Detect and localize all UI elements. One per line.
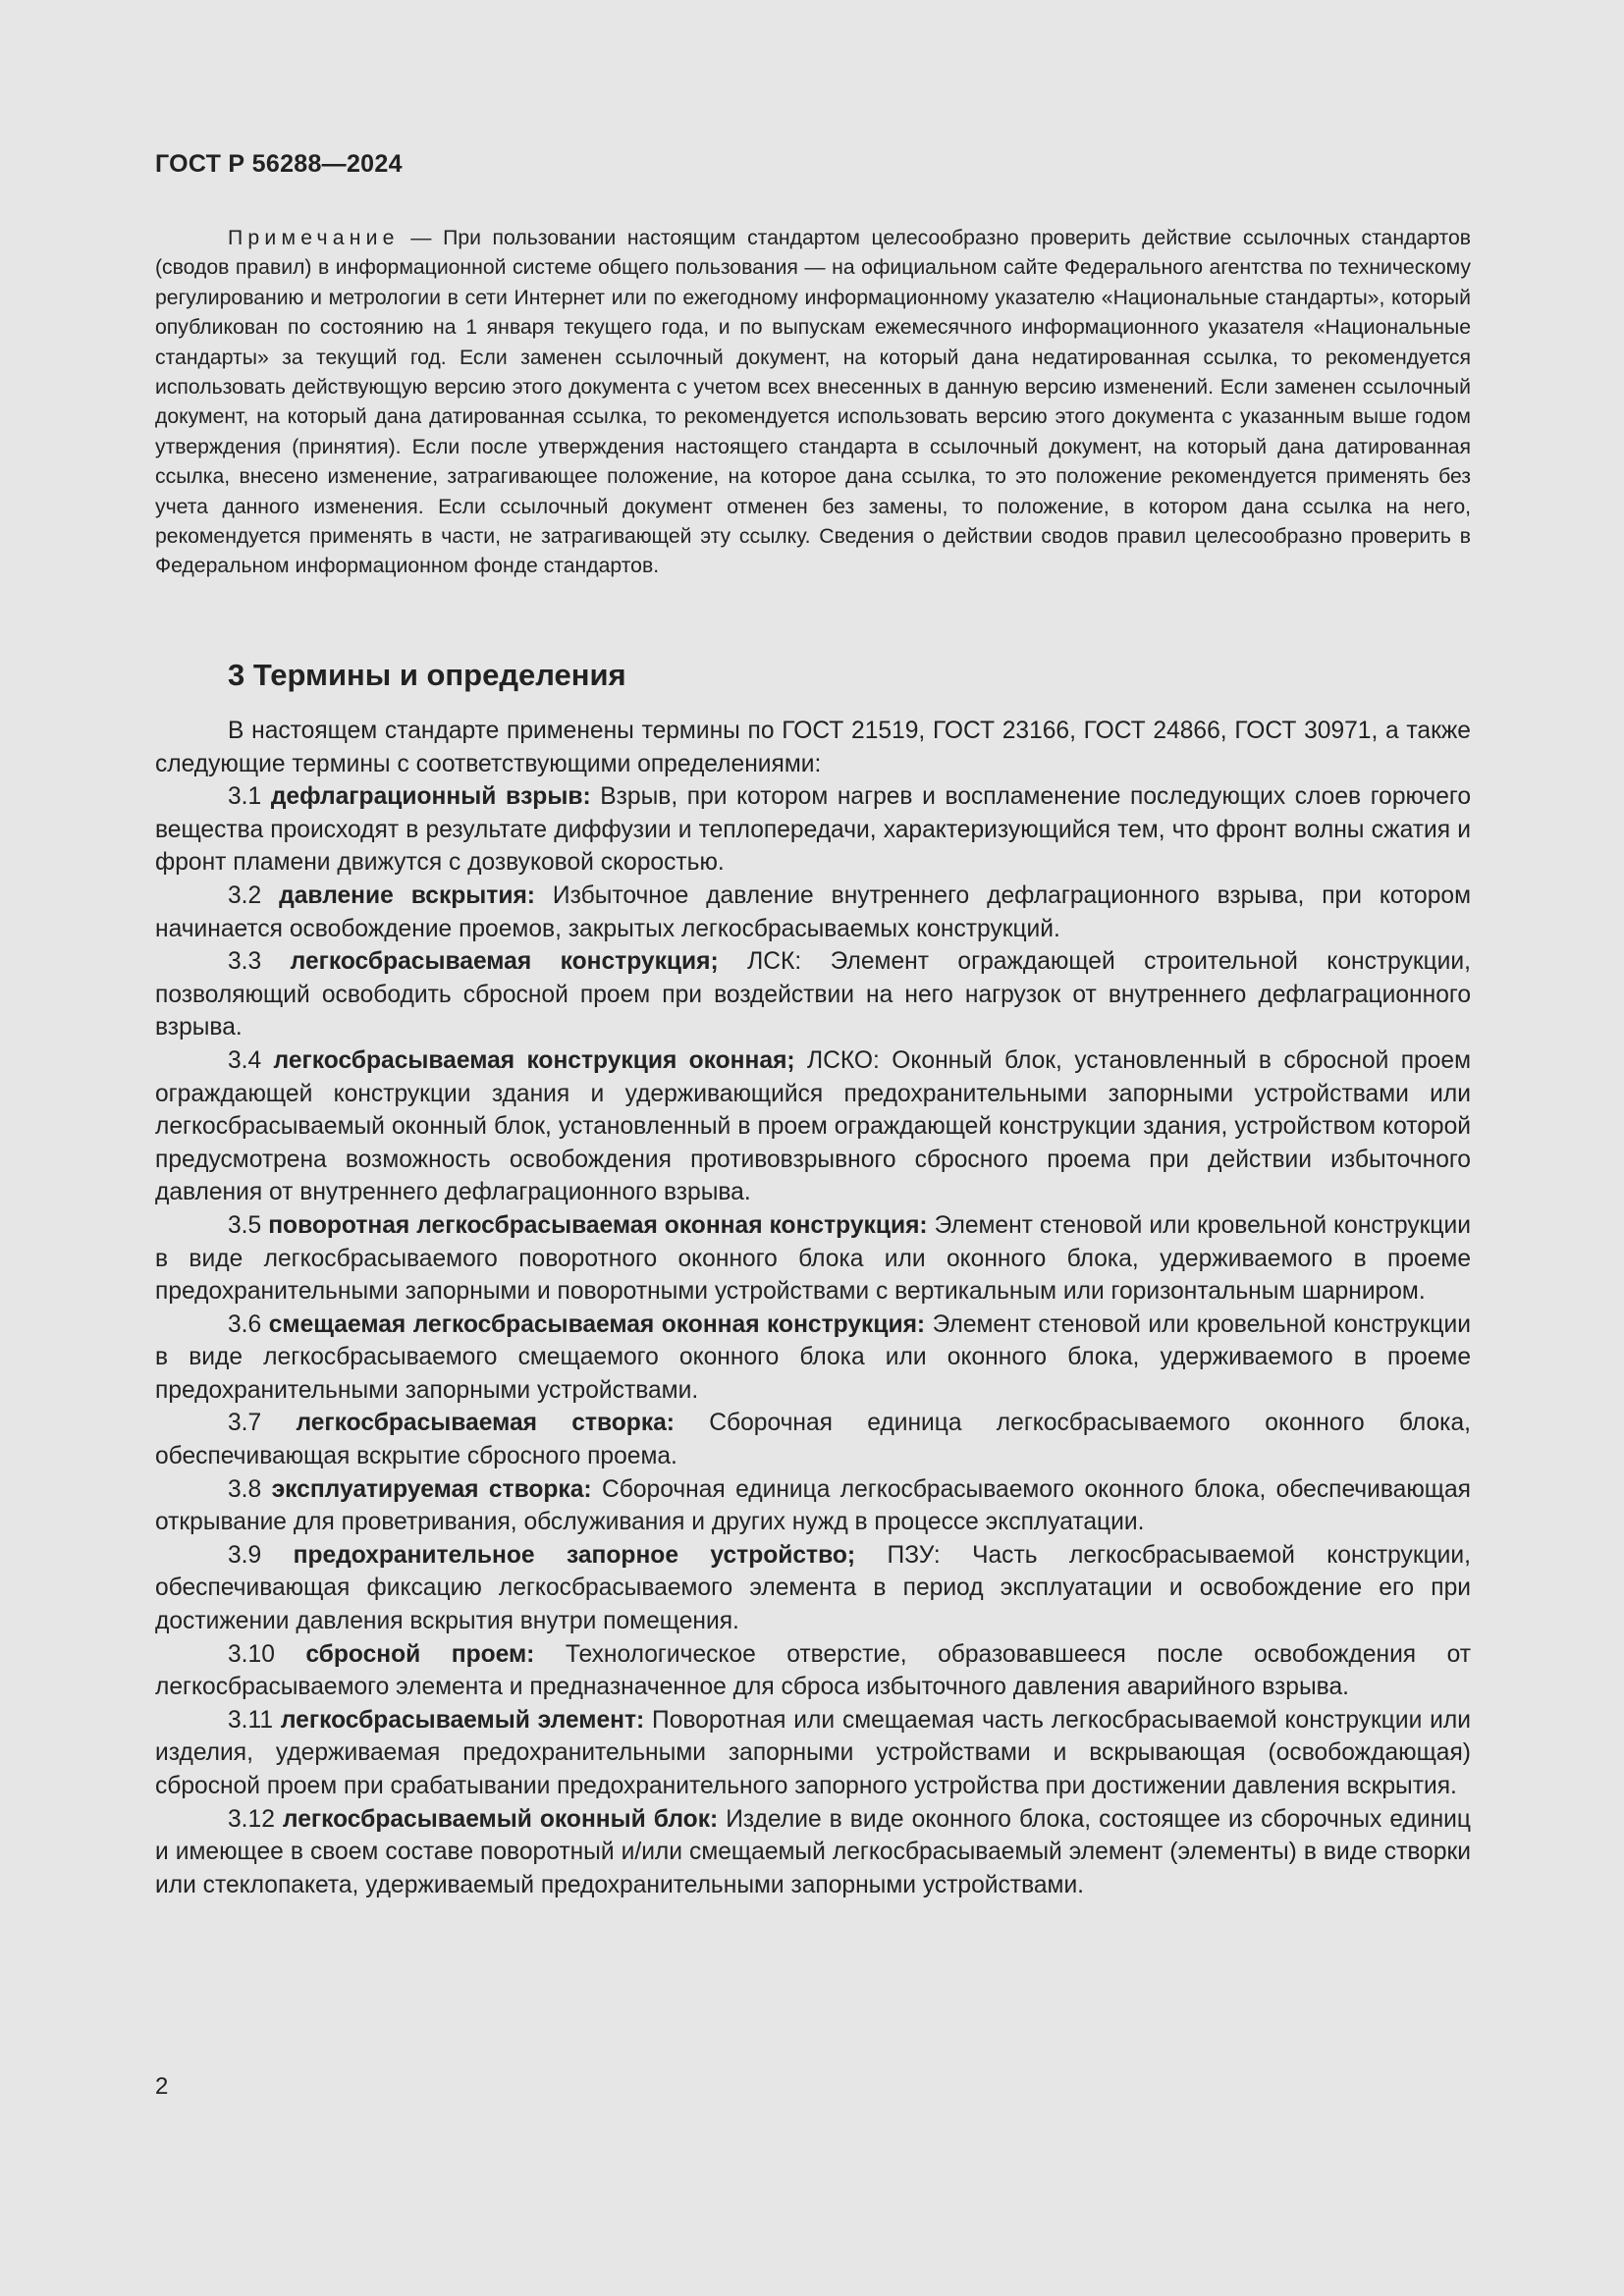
term-entry [155,1209,1471,1308]
term-definition: Элемент стеновой или кровельной конструкции в виде легкосбрасываемого смещаемого оконного блока или оконного блока, удерживаемого в проеме предохранительными запорными устройствами. [155,1310,1471,1404]
section-intro: В настоящем стандарте применены термины по ГОСТ 21519, ГОСТ 23166, ГОСТ 24866, ГОСТ 30971, а также следующие термины с соответствующими определениями: [155,718,1471,777]
term-name: смещаемая легкосбрасываемая оконная конструкция: [268,1310,926,1338]
term-number: 3.1 [228,783,271,811]
term-number: 3.3 [228,948,291,976]
term-definition: Взрыв, при котором нагрев и воспламенение последующих слоев горючего вещества происходят в результате диффузии и теплопередачи, характеризующийся тем, что фронт волны сжатия и фронт пламени движутся с дозвуковой скоростью. [155,783,1472,877]
term-definition: Сборочная единица легкосбрасываемого оконного блока, обеспечивающая открывание для проветривания, обслуживания и других нужд в процессе эксплуатации. [155,1475,1471,1536]
term-name: сбросной проем: [305,1640,535,1668]
term-definition: Избыточное давление внутреннего дефлаграционного взрыва, при котором начинается освобождение проемов, закрытых легкосбрасываемых конструкций. [155,881,1471,942]
terms-list [155,715,1471,1901]
term-definition: ПЗУ: Часть легкосбрасываемой конструкции, обеспечивающая фиксацию легкосбрасываемого элемента в период эксплуатации и освобождение его при достижении давления вскрытия внутри помещения. [155,1541,1471,1635]
term-entry [155,1473,1471,1539]
term-name: поворотная легкосбрасываемая оконная конструкция: [268,1211,928,1239]
term-number: 3.8 [228,1475,272,1503]
term-name: легкосбрасываемая конструкция оконная; [273,1046,795,1074]
term-number: 3.7 [228,1410,297,1437]
term-definition: Технологическое отверстие, образовавшееся после освобождения от легкосбрасываемого элемента и предназначенное для сброса избыточного давления аварийного взрыва. [155,1640,1471,1701]
term-entry [155,1803,1471,1902]
term-number: 3.12 [228,1805,283,1833]
note-label: Примечание [228,227,400,249]
term-entry [155,1308,1471,1408]
term-name: предохранительное запорное устройство; [293,1541,856,1569]
term-number: 3.5 [228,1211,269,1239]
term-name: эксплуатируемая створка: [271,1475,592,1503]
term-entry [155,880,1471,945]
section-title: 3 Термины и определения [228,658,626,692]
term-definition: ЛСК: Элемент ограждающей строительной конструкции, позволяющий освободить сбросной проем при воздействии на него нагрузок от внутреннего дефлаграционного взрыва. [155,948,1471,1041]
term-name: давление вскрытия: [279,881,535,909]
term-definition: ЛСКО: Оконный блок, установленный в сбросной проем ограждающей конструкции здания и удерживающийся предохранительными запорными устройствами или легкосбрасываемый оконный блок, установленный в проем ограждающей конструкции здания, устройством которой предусмотрена возможность освобождения противовзрывного сбросного проема при действии избыточного давления от внутреннего дефлаграционного взрыва. [155,1046,1471,1206]
term-name: легкосбрасываемая створка: [296,1410,675,1437]
term-name: дефлаграционный взрыв: [270,783,591,811]
term-entry [155,1407,1471,1472]
term-number: 3.10 [228,1640,306,1668]
term-number: 3.6 [228,1310,269,1338]
term-entry [155,1704,1471,1803]
term-number: 3.2 [228,881,280,909]
term-definition: Сборочная единица легкосбрасываемого оконного блока, обеспечивающая вскрытие сбросного проема. [155,1410,1471,1470]
term-definition: Элемент стеновой или кровельной конструкции в виде легкосбрасываемого поворотного оконного блока или оконного блока, удерживаемого в проеме предохранительными запорными и поворотными устройствами с вертикальным или горизонтальным шарниром. [155,1211,1471,1306]
term-entry [155,1044,1471,1209]
document-header: ГОСТ Р 56288—2024 [155,150,403,178]
term-definition: Изделие в виде оконного блока, состоящее из сборочных единиц и имеющее в своем составе поворотный и/или смещаемый легкосбрасываемый элемент (элементы) в виде створки или стеклопакета, удерживаемый предохранительными запорными устройствами. [155,1805,1471,1898]
term-number: 3.9 [228,1541,294,1569]
term-definition: Поворотная или смещаемая часть легкосбрасываемой конструкции или изделия, удерживаемая предохранительными запорными устройствами и вскрывающая (освобождающая) сбросной проем при срабатывании предохранительного запорного устройства при достижении давления вскрытия. [155,1706,1471,1799]
term-entry [155,1638,1471,1704]
page-number: 2 [155,2073,169,2100]
term-entry [155,945,1471,1044]
note-text: — При пользовании настоящим стандартом целесообразно проверить действие ссылочных стандартов (сводов правил) в информационной системе общего пользования — на официальном сайте Федерального агентства по техническому регулированию и метрологии в сети Интернет или по ежегодному информационному указателю «Национальные стандарты», который опубликован по состоянию на 1 января текущего года, и по выпускам ежемесячного информационного указателя «Национальные стандарты» за текущий год. Если заменен ссылочный документ, на который дана недатированная ссылка, то рекомендуется использовать действующую версию этого документа с учетом всех внесенных в данную версию изменений. Если заменен ссылочный документ, на который дана датированная ссылка, то рекомендуется использовать версию этого документа с указанным выше годом утверждения (принятия). Если после утверждения настоящего стандарта в ссылочный документ, на который дана датированная ссылка, внесено изменение, затрагивающее положение, на которое дана ссылка, то это положение рекомендуется применять без учета данного изменения. Если ссылочный документ отменен без замены, то положение, в котором дана ссылка на него, рекомендуется применять в части, не затрагивающей эту ссылку. Сведения о действии сводов правил целесообразно проверить в Федеральном информационном фонде стандартов. [155,227,1471,578]
reference-note [155,224,1471,582]
term-number: 3.4 [228,1046,274,1074]
note-paragraph [155,224,1471,582]
term-entry [155,780,1471,880]
term-number: 3.11 [228,1706,281,1734]
term-name: легкосбрасываемый оконный блок: [282,1805,719,1833]
term-name: легкосбрасываемая конструкция; [290,948,719,976]
term-entry [155,1539,1471,1638]
term-name: легкосбрасываемый элемент: [280,1706,645,1734]
